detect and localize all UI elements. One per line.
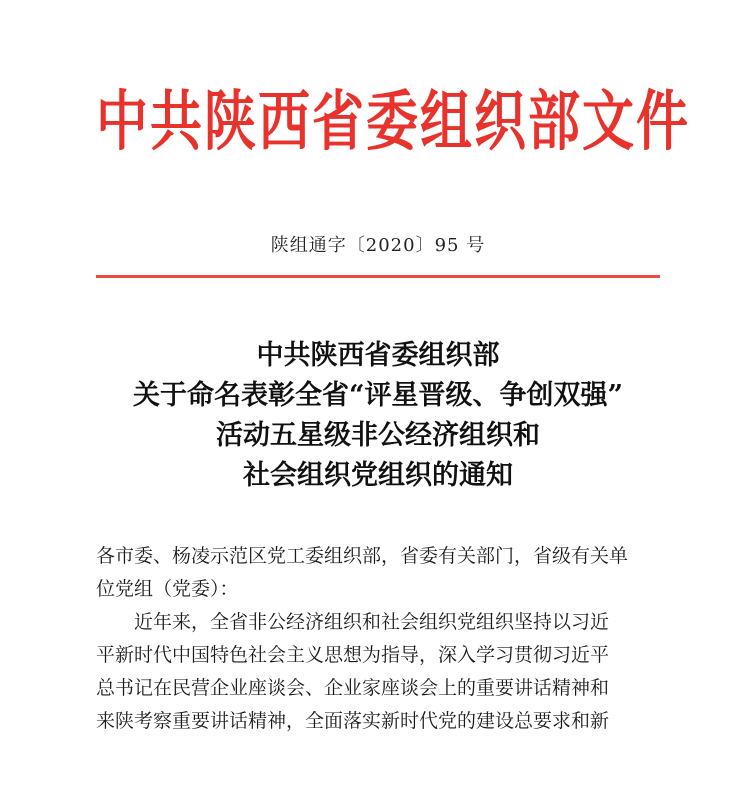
document-masthead: 中共陕西省委组织部文件	[96, 84, 691, 160]
paragraph-line: 总书记在民营企业座谈会、企业家座谈会上的重要讲话精神和	[96, 677, 610, 699]
title-line: 社会组织党组织的通知	[243, 460, 513, 491]
title-line: 中共陕西省委组织部	[256, 340, 500, 371]
paragraph-line: 平新时代中国特色社会主义思想为指导，深入学习贯彻习近平	[96, 644, 610, 666]
red-divider-line	[96, 275, 660, 278]
paragraph-line: 来陕考察重要讲话精神，全面落实新时代党的建设总要求和新	[96, 710, 610, 732]
title-line: 关于命名表彰全省“评星晋级、争创双强”	[132, 380, 624, 411]
title-line: 活动五星级非公经济组织和	[216, 420, 540, 451]
document-body	[96, 540, 668, 738]
salutation-line: 各市委、杨凌示范区党工委组织部，省委有关部门，省级有关单	[96, 545, 629, 567]
document-title	[60, 336, 696, 496]
paragraph-line: 近年来，全省非公经济组织和社会组织党组织坚持以习近	[134, 611, 610, 633]
salutation-line: 位党组（党委）：	[96, 578, 239, 600]
document-number: 陕组通字〔2020〕95 号	[270, 235, 486, 256]
